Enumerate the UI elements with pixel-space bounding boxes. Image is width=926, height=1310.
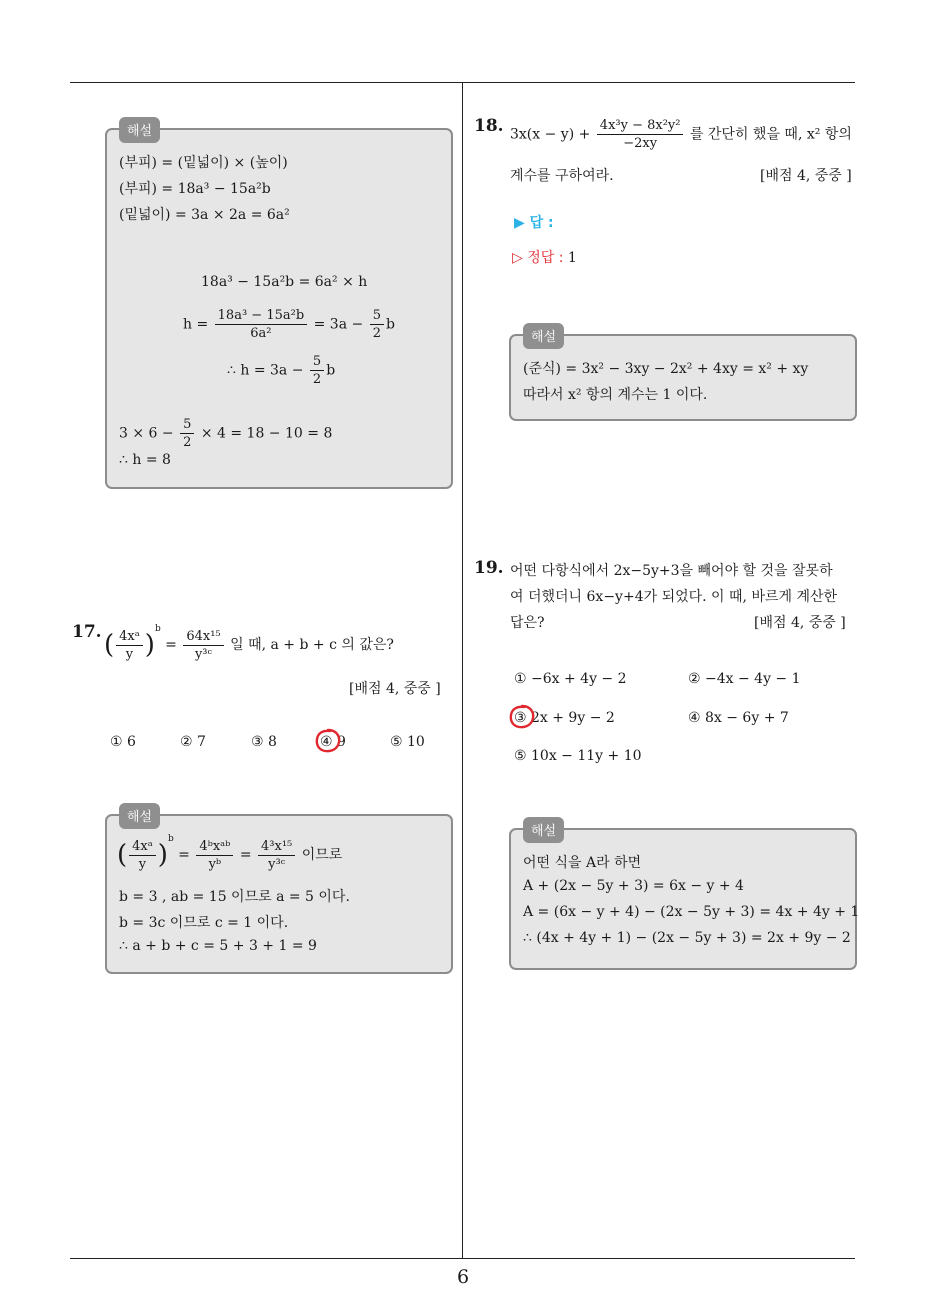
- q19-stem-line2: 여 더했더니 6x−y+4가 되었다. 이 때, 바르게 계산한: [510, 589, 838, 605]
- q18-answer-label: ▶ 답 :: [514, 215, 554, 231]
- q19-number: 19.: [474, 558, 504, 578]
- q16-sol-result: ∴ h = 8: [119, 452, 171, 468]
- q19-sol-line4: ∴ (4x + 4y + 1) − (2x − 5y + 3) = 2x + 9y − 2: [523, 930, 851, 946]
- q19-option-2[interactable]: ② −4x − 4y − 1: [688, 671, 801, 687]
- q19-sol-line1: 어떤 식을 A라 하면: [523, 855, 642, 871]
- solution-tag: 해설: [523, 323, 564, 349]
- bottom-rule: [70, 1258, 855, 1259]
- q17-option-4[interactable]: ④ 9: [320, 734, 346, 750]
- q16-sol-eq1: 18a³ − 15a²b = 6a² × h: [201, 274, 368, 290]
- q19-selected-mark: [507, 703, 537, 731]
- q18-sol-line2: 따라서 x² 항의 계수는 1 이다.: [523, 387, 708, 403]
- q19-sol-line3: A = (6x − y + 4) − (2x − 5y + 3) = 4x + 4y + 1: [523, 904, 860, 920]
- q17-solution-box: [105, 810, 453, 974]
- q19-solution-box: [509, 824, 860, 970]
- q19-option-5[interactable]: ⑤ 10x − 11y + 10: [514, 748, 642, 764]
- solution-tag: 해설: [523, 817, 564, 843]
- q17-option-2[interactable]: ② 7: [180, 734, 206, 750]
- q16-sol-line1: (부피) = (밑넓이) × (높이): [119, 155, 288, 171]
- q16-solution-box: [105, 124, 453, 489]
- q18-stem-line2: 계수를 구하여라.: [510, 168, 614, 184]
- q19-stem-line1: 어떤 다항식에서 2x−5y+3을 빼어야 할 것을 잘못하: [510, 563, 833, 579]
- q18-solution-box: [509, 330, 857, 421]
- page-number: 6: [456, 1266, 470, 1288]
- q17-number: 17.: [72, 622, 102, 642]
- q18-correct-answer: ▷ 정답 : 1: [512, 250, 577, 266]
- q16-sol-line2: (부피) = 18a³ − 15a²b: [119, 181, 271, 197]
- q18-sol-line1: (준식) = 3x² − 3xy − 2x² + 4xy = x² + xy: [523, 361, 809, 377]
- q17-option-1[interactable]: ① 6: [110, 734, 136, 750]
- q16-sol-eq3: ∴ h = 3a − $\frac{5}{2}$ b: [227, 354, 336, 387]
- q16-sol-calc: 3 × 6 − $\frac{5}{2}$ × 4 = 18 − 10 = 8: [119, 417, 333, 450]
- solution-tag: 해설: [119, 117, 160, 143]
- q19-meta: [배점 4, 중중 ]: [754, 615, 846, 631]
- solution-tag: 해설: [119, 803, 160, 829]
- q17-selected-mark: [313, 727, 343, 755]
- q17-sol-line2: b = 3 , ab = 15 이므로 a = 5 이다.: [119, 889, 350, 905]
- q19-option-4[interactable]: ④ 8x − 6y + 7: [688, 710, 789, 726]
- q18-meta: [배점 4, 중중 ]: [760, 168, 852, 184]
- q17-meta: [배점 4, 중중 ]: [349, 681, 441, 697]
- q19-option-3[interactable]: ③ 2x + 9y − 2: [514, 710, 615, 726]
- column-divider: [462, 82, 463, 1258]
- q16-sol-line3: (밑넓이) = 3a × 2a = 6a²: [119, 207, 290, 223]
- q19-sol-line2: A + (2x − 5y + 3) = 6x − y + 4: [523, 878, 744, 894]
- q19-option-1[interactable]: ① −6x + 4y − 2: [514, 671, 627, 687]
- q16-sol-eq2: h = $\frac{\text{18a³ − 15a²b}}{\text{6a²}}$ = 3a − $\frac{5}{2}$ b: [183, 308, 395, 341]
- q18-number: 18.: [474, 116, 504, 136]
- q17-option-3[interactable]: ③ 8: [251, 734, 277, 750]
- q17-sol-line4: ∴ a + b + c = 5 + 3 + 1 = 9: [119, 938, 317, 954]
- q19-stem-line3: 답은?: [510, 615, 545, 631]
- q18-stem: 3x(x − y) + $\frac{\text{4x³y − 8x²y²}}{-2xy}$ 를 간단히 했을 때, x² 항의: [510, 118, 852, 151]
- q17-option-5[interactable]: ⑤ 10: [390, 734, 425, 750]
- q17-stem: ( $\frac{\text{4xᵃ}}{y}$ )$^b$ = $\frac{\text{64x¹⁵}}{\text{y³ᶜ}}$ 일 때, a + b + c 의 값은?: [104, 624, 394, 662]
- q17-sol-line3: b = 3c 이므로 c = 1 이다.: [119, 915, 289, 931]
- q17-sol-line1: ( $\frac{\text{4xᵃ}}{y}$ )$^b$ = $\frac{\text{4ᵇxᵃᵇ}}{\text{yᵇ}}$ = $\frac{\text{4³x¹⁵}}{\text{y³ᶜ}}$ 이므로: [117, 834, 343, 872]
